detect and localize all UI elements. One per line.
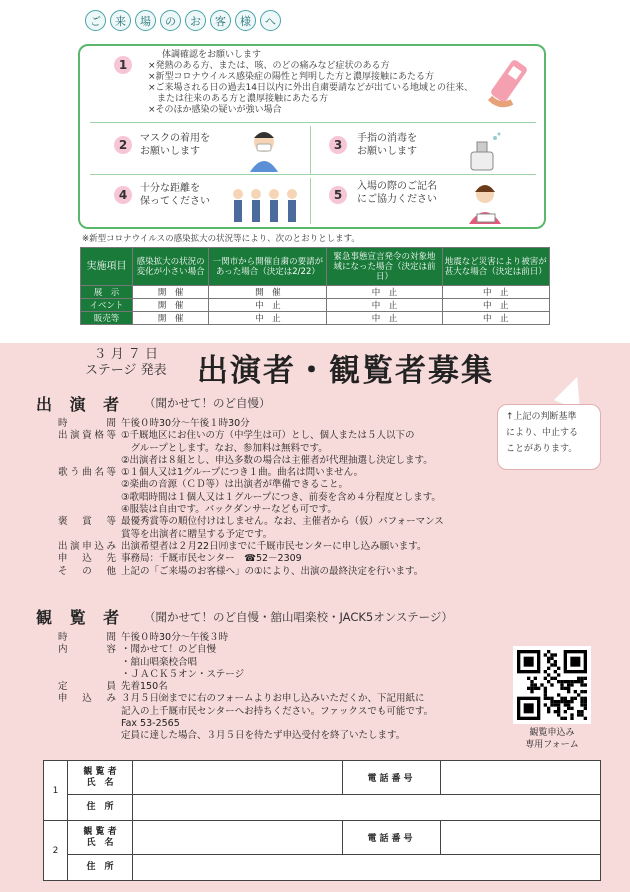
info-label: 内 容: [58, 644, 116, 656]
form-row-name: [44, 761, 601, 795]
performers-subheading: （聞かせて！のど自慢）: [144, 396, 271, 410]
name-label-line: 観 覧 者: [83, 766, 117, 777]
address-label: 住 所: [68, 855, 133, 881]
info-label: [58, 479, 121, 491]
info-row: [58, 529, 498, 541]
callout-line: により、中止する: [506, 428, 579, 438]
callout-note: [497, 404, 601, 470]
form-row-name: [44, 821, 601, 855]
info-row: [58, 566, 498, 578]
status-cell: 開 催: [133, 312, 209, 325]
status-header-cell: 緊急事態宣言発令の対象地域になった場合（決定は前日）: [327, 248, 442, 286]
name-input[interactable]: [133, 761, 343, 795]
info-value: ・聞かせて！のど自慢: [121, 644, 217, 656]
status-cell: 中 止: [442, 312, 549, 325]
info-label: [58, 492, 121, 504]
card-line: にご協力ください: [357, 194, 437, 205]
info-row: [58, 681, 498, 693]
info-row: [58, 644, 498, 656]
mask-person-icon: [244, 128, 284, 172]
card-line: お願いします: [357, 146, 417, 157]
info-label: 歌う曲名等: [58, 467, 116, 479]
card-line: 十分な距離を: [140, 183, 200, 194]
viewers-info: [58, 632, 498, 743]
status-header-cell: 実施項目: [81, 248, 133, 286]
status-cell: 開 催: [133, 299, 209, 312]
info-label: 出演申込み: [58, 540, 116, 552]
info-label: 申 込 み: [58, 693, 116, 705]
card-health-check: [110, 50, 510, 116]
info-label: [58, 529, 121, 541]
info-row: [58, 430, 498, 442]
callout-line: ↑上記の判断基準: [506, 412, 577, 422]
info-row: [58, 553, 498, 565]
card-number: 3: [329, 136, 347, 154]
status-cell: 中 止: [327, 299, 442, 312]
callout-line: ことがあります。: [506, 444, 578, 454]
status-row: [81, 286, 550, 299]
address-input[interactable]: [133, 855, 601, 881]
card-line: ×発熱のある方、または、咳、のどの痛みなど症状のある方: [148, 61, 390, 71]
card-line: 手指の消毒を: [357, 133, 417, 144]
info-row: [58, 706, 498, 718]
sanitizer-icon: [463, 128, 503, 172]
page-title: [85, 10, 281, 31]
info-label: [58, 657, 121, 669]
title-char: 客: [210, 10, 231, 31]
info-value: 事務局：千厩市民センター ☎52－2309: [121, 553, 302, 565]
info-value: ④服装は自由です。バックダンサーなども可です。: [121, 504, 337, 516]
info-row: [58, 718, 498, 730]
status-cell: 開 催: [209, 286, 327, 299]
signing-person-icon: [463, 182, 507, 226]
info-value: Fax 53-2565: [121, 718, 180, 730]
performers-heading: 出 演 者: [36, 395, 126, 414]
status-cell: 中 止: [209, 312, 327, 325]
info-label: 定 員: [58, 681, 116, 693]
info-value: ①千厩地区にお住いの方（中学生は可）とし、個人または５人以下の: [121, 430, 415, 442]
info-row: [58, 455, 498, 467]
info-row: [58, 479, 498, 491]
tel-input[interactable]: [441, 761, 601, 795]
event-date-line: ３ 月 ７ 日: [93, 347, 159, 362]
address-label: 住 所: [68, 795, 133, 821]
info-row: [58, 541, 498, 553]
card-number: 2: [114, 136, 132, 154]
card-line: 体調確認をお願いします: [162, 50, 262, 60]
title-char: ご: [85, 10, 106, 31]
form-row-number: 1: [44, 761, 68, 821]
info-value: 最優秀賞等の順位付けはしません。なお、主催者から（仮）パフォーマンス: [121, 516, 444, 528]
info-label: [58, 504, 121, 516]
event-stage-line: ステージ 発表: [85, 363, 167, 378]
status-row-label: イベント: [81, 299, 133, 312]
card-number: 4: [114, 186, 132, 204]
info-label: [58, 669, 121, 681]
title-char: お: [185, 10, 206, 31]
info-row: [58, 669, 498, 681]
info-value: ・舘山唱楽校合唱: [121, 656, 198, 668]
name-label-line: 氏 名: [86, 837, 114, 848]
name-input[interactable]: [133, 821, 343, 855]
card-line: 入場の際のご記名: [357, 181, 437, 192]
qr-caption: [506, 727, 598, 751]
info-value: グループとします。なお、参加料は無料です。: [121, 442, 328, 454]
thermometer-icon: [486, 54, 534, 114]
card-line: ×そのほか感染の疑いが強い場合: [148, 105, 282, 115]
name-label: [68, 821, 133, 855]
tel-input[interactable]: [441, 821, 601, 855]
status-cell: 中 止: [442, 299, 549, 312]
info-row: [58, 504, 498, 516]
status-header-cell: 一関市から開催自粛の要請があった場合（決定は2/22）: [209, 248, 327, 286]
info-row: [58, 467, 498, 479]
title-char: の: [160, 10, 181, 31]
form-row-number: 2: [44, 821, 68, 881]
status-cell: 中 止: [442, 286, 549, 299]
info-label: そ の 他: [58, 565, 116, 577]
qr-caption-line: 観覧申込み: [529, 728, 575, 738]
info-value: 午後０時30分～午後１時30分: [121, 418, 250, 429]
info-value: 上記の「ご来場のお客様へ」の①により、出演の最終決定を行います。: [121, 565, 424, 577]
divider: [90, 122, 536, 123]
status-cell: 中 止: [209, 299, 327, 312]
event-date: [85, 347, 167, 379]
application-form: [43, 760, 601, 881]
status-cell: 開 催: [133, 286, 209, 299]
status-cell: 中 止: [327, 286, 442, 299]
status-row: [81, 299, 550, 312]
info-label: 出演資格等: [58, 430, 116, 442]
card-number: 5: [329, 186, 347, 204]
performers-info: [58, 418, 498, 578]
info-label: 褒 賞 等: [58, 516, 116, 528]
card-line: マスクの着用を: [140, 133, 210, 144]
card-line: 保ってください: [140, 196, 210, 207]
status-header-cell: 地震など災害により被害が甚大な場合（決定は前日）: [442, 248, 549, 286]
title-char: 場: [135, 10, 156, 31]
info-row: [58, 693, 498, 705]
info-label: 申 込 先: [58, 553, 116, 565]
status-row-label: 展 示: [81, 286, 133, 299]
info-value: ３月５日㈮までに右のフォームよりお申し込みいただくか、下記用紙に: [121, 693, 425, 705]
info-row: [58, 516, 498, 528]
info-value: ②出演者は８組とし、申込多数の場合は主催者が代理抽選し決定します。: [121, 454, 433, 466]
card-line: ×新型コロナウイルス感染症の陽性と判明した方と濃厚接触にあたる方: [148, 72, 435, 82]
info-row: [58, 492, 498, 504]
qr-caption-line: 専用フォーム: [525, 740, 579, 750]
status-table: [80, 247, 550, 325]
info-value: 定員に達した場合、３月５日を待たず申込受付を終了いたします。: [121, 730, 406, 742]
address-input[interactable]: [133, 795, 601, 821]
viewers-subheading: （聞かせて！のど自慢・舘山唱楽校・JACK5オンステージ）: [144, 610, 453, 624]
divider: [310, 178, 311, 224]
status-header-cell: 感染拡大の状況の変化が小さい場合: [133, 248, 209, 286]
divider: [310, 126, 311, 174]
name-label-line: 観 覧 者: [83, 826, 117, 837]
info-label: [58, 443, 121, 455]
card-line: または往来のある方と濃厚接触にあたる方: [148, 94, 329, 104]
guidelines-box: [78, 44, 546, 229]
info-value: 午後０時30分～午後３時: [121, 632, 229, 643]
status-row: [81, 312, 550, 325]
card-text: [140, 132, 310, 158]
name-label: [68, 761, 133, 795]
title-char: へ: [260, 10, 281, 31]
info-label: 時 間: [58, 632, 116, 643]
info-value: 先着150名: [121, 681, 168, 693]
info-row: [58, 657, 498, 669]
status-cell: 中 止: [327, 312, 442, 325]
viewers-heading: 観 覧 者: [36, 608, 126, 627]
notice-text: ※新型コロナウイルスの感染拡大の状況等により、次のとおりとします。: [82, 234, 360, 244]
qr-code[interactable]: [513, 646, 591, 724]
recruitment-title: 出演者・観覧者募集: [197, 353, 494, 389]
info-row: [58, 443, 498, 455]
info-label: 時 間: [58, 418, 116, 429]
form-row-address: [44, 855, 601, 881]
info-value: ・ＪＡＣＫ５オン・ステージ: [121, 668, 245, 680]
title-char: 来: [110, 10, 131, 31]
info-value: ②楽曲の音源（ＣＤ等）は出演者が準備できること。: [121, 479, 349, 491]
info-row: [58, 730, 498, 742]
info-row: [58, 418, 498, 430]
title-char: 様: [235, 10, 256, 31]
info-value: 出演希望者は２月22日㈪までに千厩市民センターに申し込み願います。: [121, 540, 427, 552]
card-text: [148, 50, 510, 116]
card-line: お願いします: [140, 146, 200, 157]
form-row-address: [44, 795, 601, 821]
tel-label: 電話番号: [343, 821, 441, 855]
info-value: 賞等を出演者に贈呈する予定です。: [121, 528, 273, 540]
info-value: 記入の上千厩市民センターへお持ちください。ファックスでも可能です。: [121, 705, 434, 717]
status-row-label: 販売等: [81, 312, 133, 325]
info-label: [58, 706, 121, 718]
status-table-header: [81, 248, 550, 286]
divider: [90, 174, 536, 175]
card-line: ×ご来場される日の過去14日以内に外出自粛要請などが出ている地域との往来、: [148, 83, 473, 93]
info-label: [58, 730, 121, 742]
info-row: [58, 632, 498, 644]
info-value: ③歌唱時間は１個人又は１グループにつき、前奏を含め４分程度とします。: [121, 491, 441, 503]
card-number: 1: [114, 56, 132, 74]
distancing-people-icon: [230, 186, 304, 226]
info-label: [58, 455, 121, 467]
name-label-line: 氏 名: [86, 777, 114, 788]
tel-label: 電話番号: [343, 761, 441, 795]
info-label: [58, 718, 121, 730]
info-value: ①１個人又は1グループにつき１曲。曲名は問いません。: [121, 467, 364, 479]
